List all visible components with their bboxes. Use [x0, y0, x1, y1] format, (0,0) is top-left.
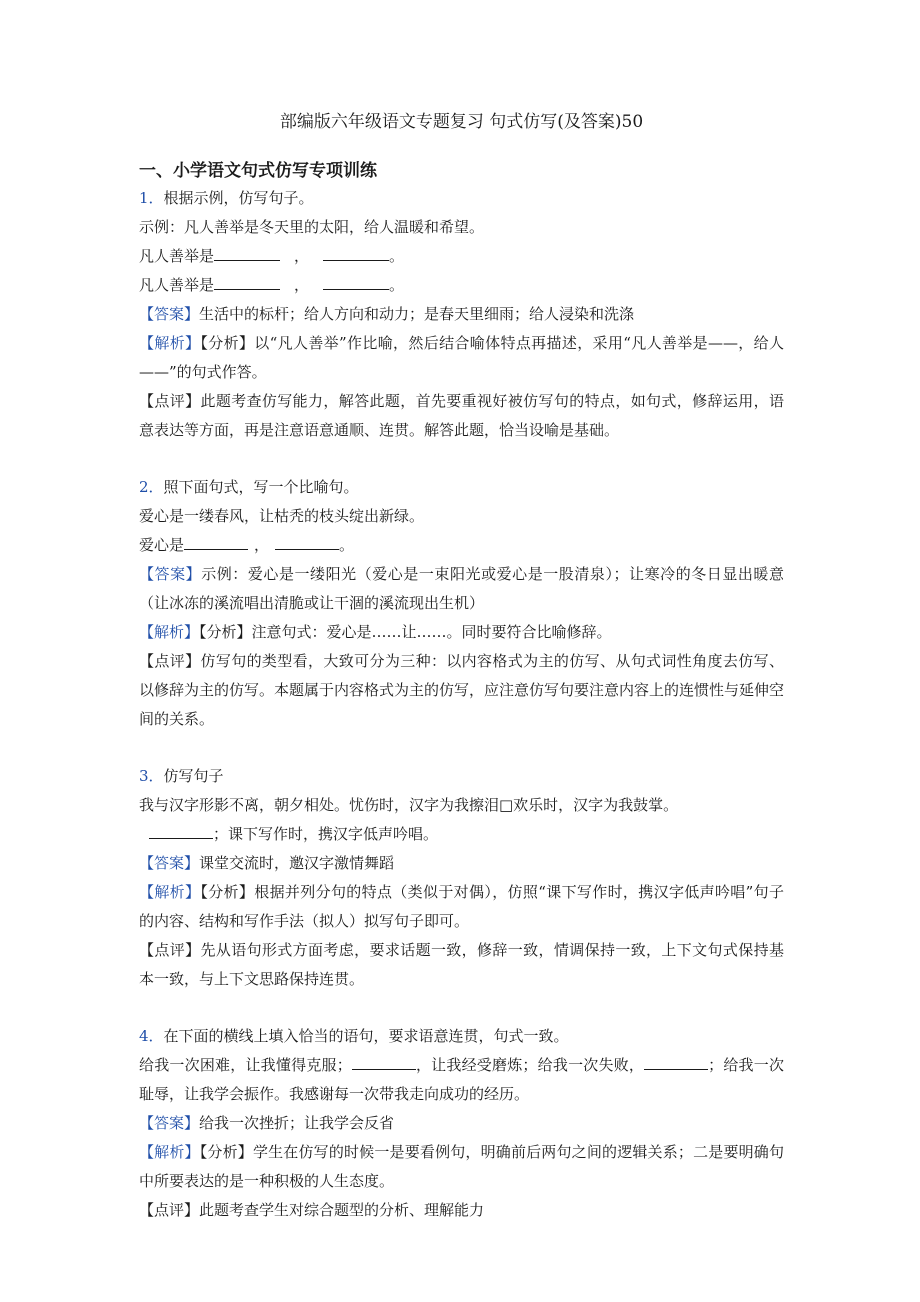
example-sentence: 爱心是一缕春风，让枯秃的枝头绽出新绿。	[139, 507, 425, 525]
fill-line: 爱心是 ， 。	[139, 531, 784, 560]
answer-line: 【答案】给我一次挫折；让我学会反省	[139, 1114, 395, 1132]
answer-line: 【答案】示例：爱心是一缕阳光（爱心是一束阳光或爱心是一股清泉）；让寒冷的冬日显出暖意（让冰冻的溪流唱出清脆或让干涸的溪流现出生机）	[139, 565, 784, 612]
question-number: 4．	[139, 1027, 164, 1045]
example-sentence: 我与汉字形影不离，朝夕相处。忧伤时，汉字为我擦泪□欢乐时，汉字为我鼓掌。	[139, 796, 679, 814]
question-number: 3．	[139, 767, 164, 785]
question-prompt: 2．照下面句式，写一个比喻句。	[139, 478, 359, 496]
comment-line: 【点评】此题考查学生对综合题型的分析、理解能力	[139, 1201, 485, 1219]
answer-line: 【答案】课堂交流时，邀汉字激情舞蹈	[139, 854, 395, 872]
analysis-tag: 【解析】	[139, 1143, 200, 1161]
answer-blank[interactable]	[352, 1053, 416, 1070]
question-prompt: 4．在下面的横线上填入恰当的语句，要求语意连贯，句式一致。	[139, 1027, 569, 1045]
answer-tag: 【答案】	[139, 565, 202, 583]
analysis-tag: 【解析】	[139, 334, 201, 352]
question-4	[139, 1022, 784, 1225]
analysis-tag: 【解析】	[139, 883, 201, 901]
answer-tag: 【答案】	[139, 305, 200, 323]
question-3	[139, 762, 784, 994]
question-2	[139, 473, 784, 734]
answer-blank[interactable]	[214, 273, 280, 290]
answer-blank[interactable]	[149, 822, 213, 839]
fill-line: 凡人善举是 ， 。	[139, 271, 784, 300]
question-prompt: 3．仿写句子	[139, 767, 224, 785]
analysis-tag: 【解析】	[139, 623, 200, 641]
question-number: 1．	[139, 189, 164, 207]
analysis-line: 【解析】【分析】根据并列分句的特点（类似于对偶），仿照“课下写作时，携汉字低声吟唱”句子的内容、结构和写作手法（拟人）拟写句子即可。	[139, 883, 784, 930]
answer-blank[interactable]	[644, 1053, 708, 1070]
comment-line: 【点评】先从语句形式方面考虑，要求话题一致，修辞一致，情调保持一致，上下文句式保持基本一致，与上下文思路保持连贯。	[139, 941, 784, 988]
fill-line: 凡人善举是 ， 。	[139, 242, 784, 271]
answer-blank[interactable]	[323, 244, 389, 261]
answer-tag: 【答案】	[139, 1114, 200, 1132]
analysis-line: 【解析】【分析】学生在仿写的时候一是要看例句，明确前后两句之间的逻辑关系；二是要明确句中所要表达的是一种积极的人生态度。	[139, 1143, 784, 1190]
question-prompt: 1．根据示例，仿写句子。	[139, 189, 314, 207]
section-heading: 一、小学语文句式仿写专项训练	[139, 161, 377, 181]
document-title: 部编版六年级语文专题复习 句式仿写(及答案)50	[279, 112, 644, 132]
answer-line: 【答案】生活中的标杆；给人方向和动力；是春天里细雨；给人浸染和洗涤	[139, 305, 635, 323]
question-1	[139, 184, 784, 445]
fill-line: ；课下写作时，携汉字低声吟唱。	[139, 820, 784, 849]
answer-blank[interactable]	[214, 244, 280, 261]
answer-tag: 【答案】	[139, 854, 200, 872]
question-number: 2．	[139, 478, 164, 496]
analysis-line: 【解析】【分析】以“凡人善举”作比喻，然后结合喻体特点再描述，采用“凡人善举是——，给人——”的句式作答。	[139, 334, 784, 381]
analysis-line: 【解析】【分析】注意句式：爱心是……让……。同时要符合比喻修辞。	[139, 623, 612, 641]
example-sentence: 示例：凡人善举是冬天里的太阳，给人温暖和希望。	[139, 218, 485, 236]
document-page	[139, 100, 784, 1253]
answer-blank[interactable]	[323, 273, 389, 290]
answer-blank[interactable]	[184, 533, 248, 550]
comment-line: 【点评】此题考查仿写能力，解答此题，首先要重视好被仿写句的特点，如句式，修辞运用，语意表达等方面，再是注意语意通顺、连贯。解答此题，恰当设喻是基础。	[139, 392, 784, 439]
answer-blank[interactable]	[275, 533, 339, 550]
fill-paragraph: 给我一次困难，让我懂得克服； ，让我经受磨炼；给我一次失败， ；给我一次耻辱，让我学会振作。我感谢每一次带我走向成功的经历。	[139, 1051, 784, 1109]
comment-line: 【点评】仿写句的类型看，大致可分为三种：以内容格式为主的仿写、从句式词性角度去仿写、以修辞为主的仿写。本题属于内容格式为主的仿写，应注意仿写句要注意内容上的连惯性与延伸空间的关系。	[139, 652, 785, 728]
